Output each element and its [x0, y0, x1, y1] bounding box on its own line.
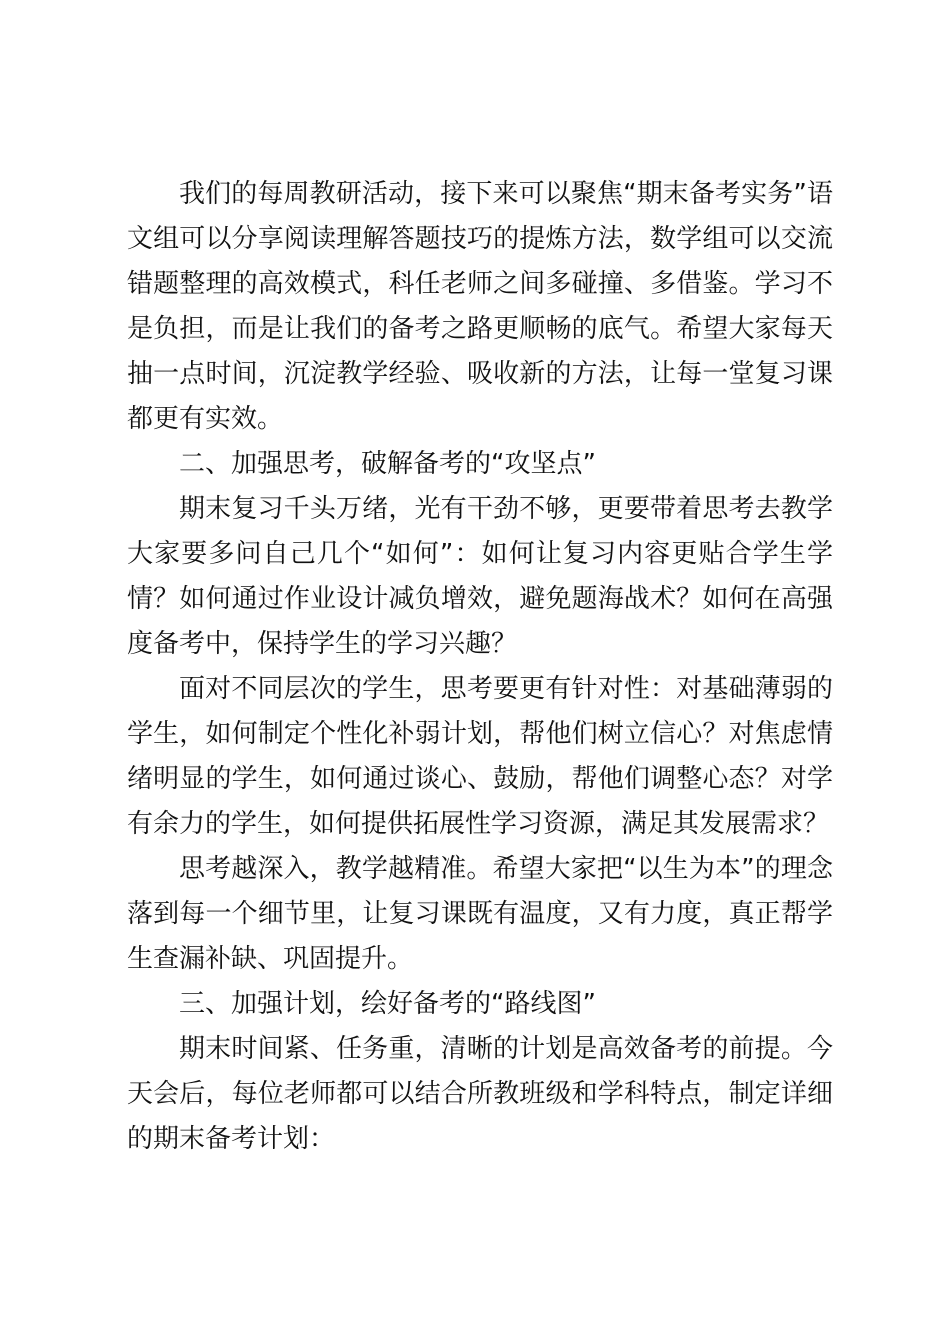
document-body — [127, 172, 833, 1162]
paragraph-exam-plan: 期末时间紧、任务重，清晰的计划是高效备考的前提。今天会后，每位老师都可以结合所教班级和学科特点，制定详细的期末备考计划： — [127, 1034, 833, 1154]
paragraph-review-questions: 期末复习千头万绪，光有干劲不够，更要带着思考去教学大家要多问自己几个“如何”：如何让复习内容更贴合学生学情？如何通过作业设计减负增效，避免题海战术？如何在高强度备考中，保持学生的学习兴趣？ — [127, 494, 833, 659]
section-heading-thinking: 二、加强思考，破解备考的“攻坚点” — [179, 449, 596, 479]
paragraph-student-centered: 思考越深入，教学越精准。希望大家把“以生为本”的理念落到每一个细节里，让复习课既有温度，又有力度，真正帮学生查漏补缺、巩固提升。 — [127, 854, 833, 974]
paragraph-weekly-research: 我们的每周教研活动，接下来可以聚焦“期末备考实务”语文组可以分享阅读理解答题技巧的提炼方法，数学组可以交流错题整理的高效模式，科任老师之间多碰撞、多借鉴。学习不是负担，而是让我们的备考之路更顺畅的底气。希望大家每天抽一点时间，沉淀教学经验、吸收新的方法，让每一堂复习课都更有实效。 — [127, 179, 833, 434]
section-heading-planning: 三、加强计划，绘好备考的“路线图” — [179, 989, 596, 1019]
paragraph-student-levels: 面对不同层次的学生，思考要更有针对性：对基础薄弱的学生，如何制定个性化补弱计划，帮他们树立信心？对焦虑情绪明显的学生，如何通过谈心、鼓励，帮他们调整心态？对学有余力的学生，如何提供拓展性学习资源，满足其发展需求？ — [127, 674, 833, 839]
